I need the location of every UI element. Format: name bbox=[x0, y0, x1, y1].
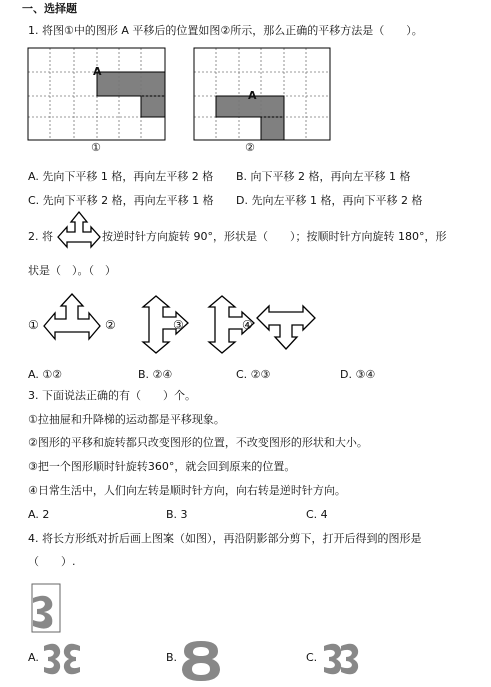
q2-shape-a-leg bbox=[261, 117, 284, 140]
q2-text-pre: 2. 将 bbox=[28, 230, 53, 243]
q1-option-a[interactable]: A. 先向下平移 1 格，再向左平移 2 格 bbox=[28, 170, 214, 183]
q1-shape-a-leg bbox=[141, 96, 165, 117]
q1-fig2-label: ② bbox=[245, 141, 255, 154]
q1-figure-1-grid bbox=[28, 48, 165, 140]
q2-label-3: ③ bbox=[173, 318, 184, 332]
q1-fig1-shape-label: A bbox=[93, 65, 102, 78]
q3-text: 3. 下面说法正确的有（ ）个。 bbox=[28, 389, 196, 402]
q1-fig1-label: ① bbox=[91, 141, 101, 154]
q1-figure-2-grid bbox=[194, 48, 330, 140]
q2-label-4: ④ bbox=[242, 318, 253, 332]
q3-option-c[interactable]: C. 4 bbox=[306, 508, 328, 521]
q2-option-b[interactable]: B. ②④ bbox=[138, 368, 173, 381]
q4-text: 4. 将长方形纸对折后画上图案（如图），再沿阴影部分剪下，打开后得到的图形是 bbox=[28, 532, 422, 545]
q2-text-post: 按逆时针方向旋转 90°，形状是（ ）；按顺时针方向旋转 180°，形 bbox=[102, 230, 447, 243]
q1-option-c[interactable]: C. 先向下平移 2 格，再向左平移 1 格 bbox=[28, 194, 214, 207]
q2-inline-arrow bbox=[58, 212, 100, 247]
q4-option-a-image bbox=[44, 644, 80, 675]
q1-option-d[interactable]: D. 先向左平移 1 格，再向下平移 2 格 bbox=[236, 194, 423, 207]
q3-option-b[interactable]: B. 3 bbox=[166, 508, 188, 521]
q4-option-c[interactable]: C. bbox=[306, 651, 318, 664]
q4-option-c-image bbox=[324, 644, 358, 675]
q2-option-a[interactable]: A. ①② bbox=[28, 368, 63, 381]
q3-statement-1: ①拉抽屉和升降梯的运动都是平移现象。 bbox=[28, 413, 225, 426]
section-title: 一、选择题 bbox=[22, 2, 77, 15]
q4-text-line2: （ ）. bbox=[28, 555, 76, 568]
q1-fig2-shape-label: A bbox=[248, 89, 257, 102]
q3-option-a[interactable]: A. 2 bbox=[28, 508, 50, 521]
q4-folded-paper-figure bbox=[32, 584, 60, 632]
q4-option-b-image bbox=[182, 641, 220, 681]
q1-text: 1. 将图①中的图形 A 平移后的位置如图②所示，那么正确的平移方法是（ ）。 bbox=[28, 24, 423, 37]
q2-option-d[interactable]: D. ③④ bbox=[340, 368, 376, 381]
q4-option-a[interactable]: A. bbox=[28, 651, 39, 664]
q4-option-b[interactable]: B. bbox=[166, 651, 178, 664]
q1-shape-a-top bbox=[97, 72, 165, 96]
q3-statement-3: ③把一个图形顺时针旋转360°，就会回到原来的位置。 bbox=[28, 460, 296, 473]
q2-option-1-arrow bbox=[44, 294, 100, 339]
q1-option-b[interactable]: B. 向下平移 2 格，再向左平移 1 格 bbox=[236, 170, 411, 183]
q2-label-1: ① bbox=[28, 318, 39, 332]
q2-option-c[interactable]: C. ②③ bbox=[236, 368, 271, 381]
q2-text-line2: 状是（ ）。（ ） bbox=[28, 264, 116, 277]
q2-option-4-arrow bbox=[257, 306, 315, 349]
q3-statement-4: ④日常生活中，人们向左转是顺时针方向，向右转是逆时针方向。 bbox=[28, 484, 346, 497]
q3-statement-2: ②图形的平移和旋转都只改变图形的位置，不改变图形的形状和大小。 bbox=[28, 436, 368, 449]
q2-label-2: ② bbox=[105, 318, 116, 332]
